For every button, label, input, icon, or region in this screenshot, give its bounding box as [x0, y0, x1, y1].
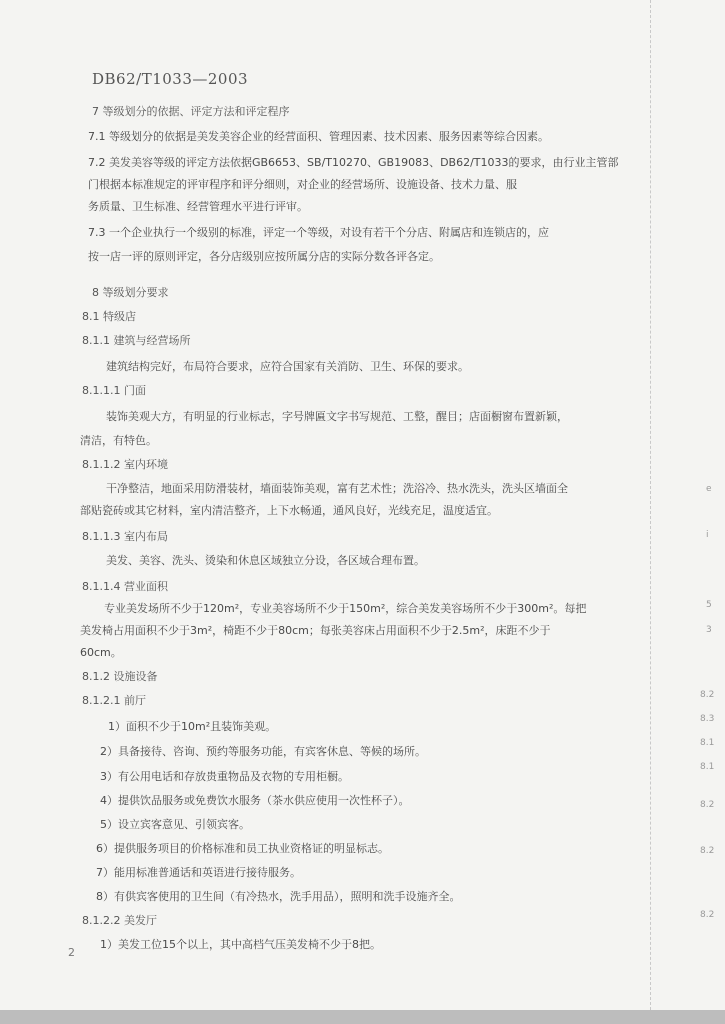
list-item: 2）具备接待、咨询、预约等服务功能，有宾客休息、等候的场所。 — [100, 745, 426, 758]
heading-8-1-1-2: 8.1.1.2 室内环境 — [82, 458, 168, 471]
section-7-title: 7 等级划分的依据、评定方法和评定程序 — [92, 105, 290, 118]
heading-8-1-1: 8.1.1 建筑与经营场所 — [82, 334, 191, 347]
list-item: 1）美发工位15个以上，其中高档气压美发椅不少于8把。 — [100, 938, 381, 951]
margin-mark: 8.3 — [700, 714, 715, 724]
page-edge-line — [650, 0, 652, 1010]
margin-mark: 5 — [706, 600, 712, 610]
list-item: 6）提供服务项目的价格标准和员工执业资格证的明显标志。 — [96, 842, 389, 855]
text-line: 7.2 美发美容等级的评定方法依据GB6653、SB/T10270、GB19083、DB62/T1033的要求，由行业主管部 — [88, 156, 619, 169]
text-line: 60cm。 — [80, 646, 122, 659]
text-line: 专业美发场所不少于120m²，专业美容场所不少于150m²，综合美发美容场所不少于300m²。每把 — [104, 602, 587, 615]
scan-bottom-bar — [0, 1010, 725, 1024]
list-item: 3）有公用电话和存放贵重物品及衣物的专用柜橱。 — [100, 770, 349, 783]
heading-8-1: 8.1 特级店 — [82, 310, 136, 323]
text-line: 干净整洁，地面采用防滑装材，墙面装饰美观，富有艺术性；洗浴冷、热水洗头，洗头区墙面全 — [106, 482, 568, 495]
text-line: 7.3 一个企业执行一个级别的标准，评定一个等级，对设有若干个分店、附属店和连锁店的，应 — [88, 226, 549, 239]
list-item: 4）提供饮品服务或免费饮水服务（茶水供应使用一次性杯子）。 — [100, 794, 410, 807]
heading-8-1-1-3: 8.1.1.3 室内布局 — [82, 530, 168, 543]
list-item: 1）面积不少于10m²且装饰美观。 — [108, 720, 277, 733]
heading-8-1-2: 8.1.2 设施设备 — [82, 670, 158, 683]
text-line: 美发椅占用面积不少于3m²，椅距不少于80cm；每张美容床占用面积不少于2.5m²，床距不少于 — [80, 624, 551, 637]
margin-mark: 3 — [706, 625, 712, 635]
heading-8-1-1-4: 8.1.1.4 营业面积 — [82, 580, 168, 593]
margin-mark: 8.2 — [700, 910, 715, 920]
margin-mark: 8.1 — [700, 738, 715, 748]
document-code: DB62/T1033—2003 — [92, 70, 249, 88]
text-line: 清洁，有特色。 — [80, 434, 157, 447]
heading-8-1-2-1: 8.1.2.1 前厅 — [82, 694, 146, 707]
text-line: 7.1 等级划分的依据是美发美容企业的经营面积、管理因素、技术因素、服务因素等综合因素。 — [88, 130, 549, 143]
text-line: 按一店一评的原则评定，各分店级别应按所属分店的实际分数各评各定。 — [88, 250, 440, 263]
text-line: 部贴瓷砖或其它材料，室内清洁整齐，上下水畅通，通风良好，光线充足，温度适宜。 — [80, 504, 498, 517]
list-item: 7）能用标准普通话和英语进行接待服务。 — [96, 866, 301, 879]
list-item: 5）设立宾客意见、引领宾客。 — [100, 818, 250, 831]
margin-mark: e — [706, 484, 712, 494]
margin-mark: i — [706, 530, 709, 540]
margin-mark: 8.2 — [700, 846, 715, 856]
text-line: 美发、美容、洗头、烫染和休息区域独立分设，各区域合理布置。 — [106, 554, 425, 567]
margin-mark: 8.2 — [700, 800, 715, 810]
section-8-title: 8 等级划分要求 — [92, 286, 169, 299]
list-item: 8）有供宾客使用的卫生间（有冷热水，洗手用品），照明和洗手设施齐全。 — [96, 890, 461, 903]
text-line: 门根据本标准规定的评审程序和评分细则，对企业的经营场所、设施设备、技术力量、服 — [88, 178, 517, 191]
heading-8-1-1-1: 8.1.1.1 门面 — [82, 384, 146, 397]
text-line: 装饰美观大方，有明显的行业标志，字号牌匾文字书写规范、工整，醒目；店面橱窗布置新颖， — [106, 410, 568, 423]
text-line: 建筑结构完好，布局符合要求，应符合国家有关消防、卫生、环保的要求。 — [106, 360, 469, 373]
margin-mark: 8.2 — [700, 690, 715, 700]
page-number: 2 — [68, 946, 75, 959]
margin-mark: 8.1 — [700, 762, 715, 772]
heading-8-1-2-2: 8.1.2.2 美发厅 — [82, 914, 157, 927]
text-line: 务质量、卫生标准、经营管理水平进行评审。 — [88, 200, 308, 213]
